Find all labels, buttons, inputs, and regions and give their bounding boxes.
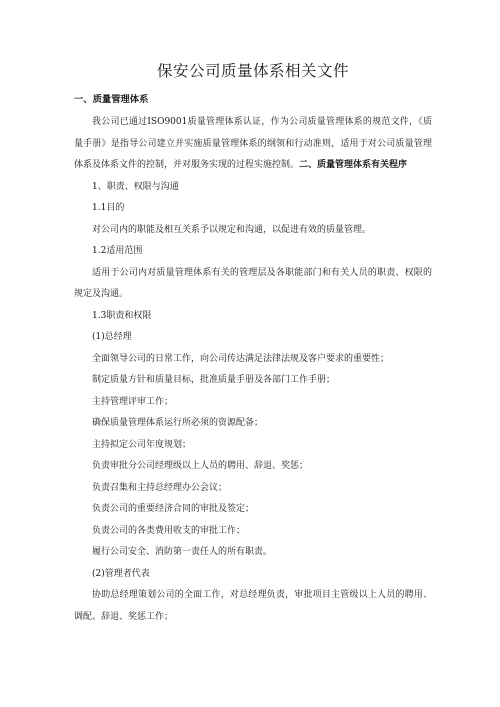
- gm-duty-line: 制定质量方针和质量目标，批准质量手册及各部门工作手册；: [92, 375, 336, 385]
- gm-duty-line: 负责公司的重要经济合同的审批及签定；: [92, 504, 255, 514]
- item-1-2-text: 适用于公司内对质量管理体系有关的管理层及各职能部门和有关人员的职责、权限的规定及沟通。: [74, 267, 432, 299]
- gm-duty-line: 负责审批分公司经理级以上人员的聘用、辞退、奖惩；: [92, 461, 309, 471]
- mr-heading: (2)管理者代表: [92, 568, 150, 579]
- item-1-heading: 1、职责、权限与沟通: [92, 181, 179, 192]
- section-heading-procedures: 二、质量管理体系有关程序: [299, 160, 408, 170]
- section-heading-quality-system: 一、质量管理体系: [74, 94, 149, 105]
- gm-duty-line: 主持管理评审工作；: [92, 396, 174, 407]
- item-1-2-heading: 1.2适用范围: [92, 246, 143, 256]
- gm-duty-line: 主持拟定公司年度规划；: [92, 439, 192, 450]
- gm-duty-line: 全面领导公司的日常工作，向公司传达满足法律法规及客户要求的重要性；: [92, 353, 390, 364]
- gm-duty-line: 负责召集和主持总经理办公会议；: [92, 482, 228, 493]
- gm-duty-line: 确保质量管理体系运行所必须的资源配备；: [92, 418, 264, 428]
- mr-text: 协助总经理策划公司的全面工作，对总经理负责，审批项目主管级以上人员的聘用、调配、辞退、奖惩工作；: [74, 590, 432, 622]
- item-1-1-heading: 1.1目的: [92, 203, 125, 213]
- document-title: 保安公司质量体系相关文件: [156, 62, 349, 80]
- item-1-1-text: 对公司内的职能及相互关系予以规定和沟通，以促进有效的质量管理。: [92, 224, 372, 235]
- intro-paragraph: [74, 112, 432, 177]
- gm-duty-line: 履行公司安全、消防第一责任人的所有职责。: [92, 547, 273, 557]
- gm-duty-line: 负责公司的各类费用收支的审批工作；: [92, 525, 246, 536]
- intro-text: 我公司已通过ISO9001质量管理体系认证，作为公司质量管理体系的规范文件，《质量手册》是指导公司建立并实施质量管理体系的纲领和行动准则，适用于对公司质量管理体系及体系文件的控制，并对服务实现的过程实施控制。: [74, 117, 432, 170]
- gm-heading: (1)总经理: [92, 332, 132, 342]
- item-1-3-heading: 1.3职责和权限: [92, 310, 152, 321]
